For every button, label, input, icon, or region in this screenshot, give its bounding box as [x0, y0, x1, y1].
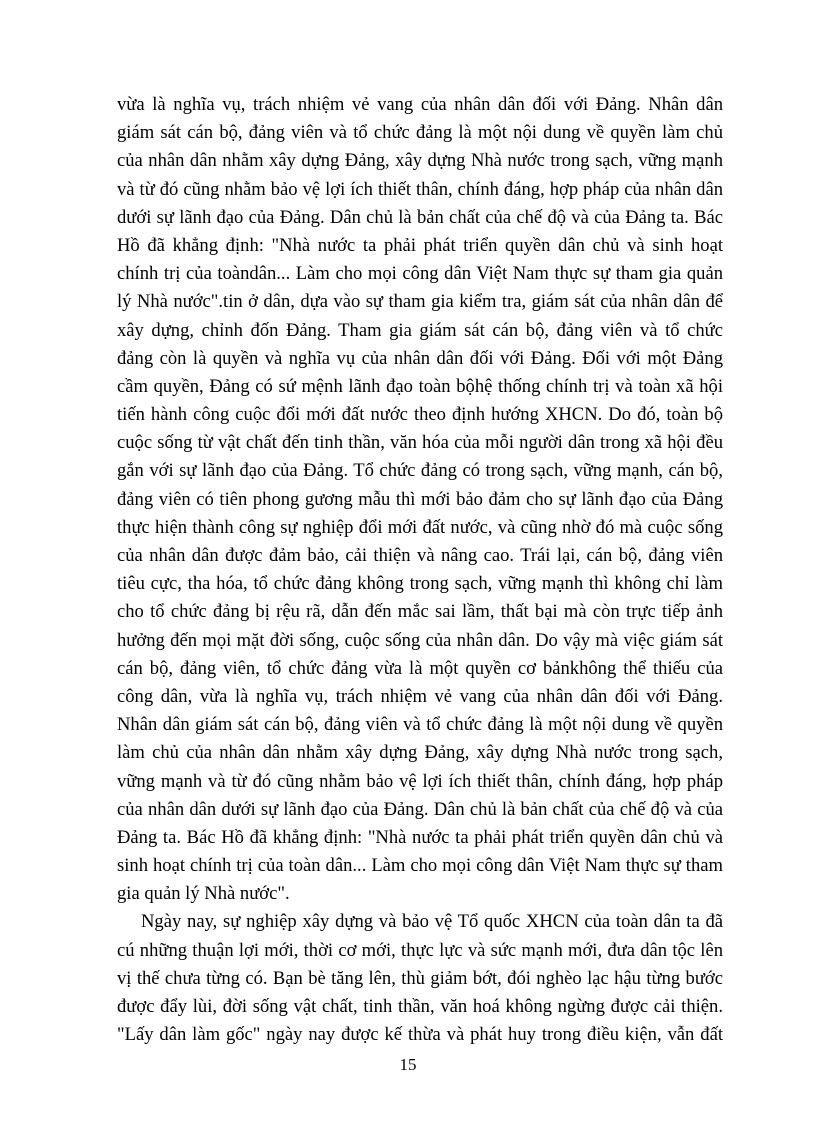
text-line: làm chủ của nhân dân nhằm xây dựng Đảng, xây dựng Nhà nước trong sạch, — [117, 742, 723, 764]
text-line: của nhân dân dưới sự lãnh đạo của Đảng. Dân chủ là bản chất của chế độ và của — [117, 798, 723, 820]
body-text — [117, 91, 723, 1049]
text-line: thực hiện thành công sự nghiệp đổi mới đất nước, và cũng nhờ đó mà cuộc sống — [117, 516, 723, 538]
page-number: 15 — [399, 1055, 417, 1074]
paragraph — [117, 91, 723, 908]
text-line: cầm quyền, Đảng có sứ mệnh lãnh đạo toàn bộhệ thống chính trị và toàn xã hội — [117, 375, 723, 397]
text-line: vị thế chưa từng có. Bạn bè tăng lên, thù giảm bớt, đói nghèo lạc hậu từng bước — [117, 967, 723, 989]
text-line: giám sát cán bộ, đảng viên và tổ chức đảng là một nội dung về quyền làm chủ — [117, 122, 723, 144]
text-line: được đẩy lùi, đời sống vật chất, tinh thần, văn hoá không ngừng được cải thiện. — [117, 996, 723, 1017]
text-line: lý Nhà nước".tin ở dân, dựa vào sự tham gia kiểm tra, giám sát của nhân dân để — [117, 291, 723, 313]
text-line: cho tổ chức đảng bị rệu rã, dẫn đến mắc sai lầm, thất bại mà còn trực tiếp ảnh — [117, 601, 723, 623]
text-line: tiến hành công cuộc đổi mới đất nước theo định hướng XHCN. Do đó, toàn bộ — [117, 404, 723, 426]
text-line: chính trị của toàndân... Làm cho mọi công dân Việt Nam thực sự tham gia quản — [117, 263, 723, 285]
text-line: công dân, vừa là nghĩa vụ, trách nhiệm vẻ vang của nhân dân đối với Đảng. — [117, 685, 723, 707]
text-line: "Lấy dân làm gốc" ngày nay được kế thừa và phát huy trong điều kiện, vẫn đất — [117, 1024, 723, 1046]
text-line: sinh hoạt chính trị của toàn dân... Làm cho mọi công dân Việt Nam thực sự tham — [117, 855, 723, 877]
text-line: cán bộ, đảng viên, tổ chức đảng vừa là một quyền cơ bảnkhông thể thiếu của — [117, 657, 723, 679]
text-line: dưới sự lãnh đạo của Đảng. Dân chủ là bản chất của chế độ và của Đảng ta. Bác — [117, 206, 723, 228]
text-line: của nhân dân được đảm bảo, cải thiện và nâng cao. Trái lại, cán bộ, đảng viên — [117, 545, 723, 566]
text-line: cuộc sống từ vật chất đến tinh thần, văn hóa của mỗi người dân trong xã hội đều — [117, 432, 723, 454]
paragraph — [117, 908, 723, 1049]
text-line: gia quản lý Nhà nước". — [117, 883, 290, 905]
text-line: đảng còn là quyền và nghĩa vụ của nhân dân đối với Đảng. Đối với một Đảng — [117, 347, 723, 369]
text-line: vừa là nghĩa vụ, trách nhiệm vẻ vang của nhân dân đối với Đảng. Nhân dân — [117, 94, 723, 115]
text-line: Đảng ta. Bác Hồ đã khẳng định: "Nhà nước ta phải phát triển quyền dân chủ và — [117, 826, 723, 848]
text-line: xây dựng, chỉnh đốn Đảng. Tham gia giám sát cán bộ, đảng viên và tổ chức — [117, 319, 723, 341]
text-line: vững mạnh và từ đó cũng nhằm bảo vệ lợi ích thiết thân, chính đáng, hợp pháp — [117, 770, 723, 792]
text-line: tiêu cực, tha hóa, tổ chức đảng không trong sạch, vững mạnh thì không chỉ làm — [117, 573, 723, 595]
text-line: của nhân dân nhằm xây dựng Đảng, xây dựng Nhà nước trong sạch, vững mạnh — [117, 150, 723, 172]
text-line: hưởng đến mọi mặt đời sống, cuộc sống của nhân dân. Do vậy mà việc giám sát — [117, 629, 723, 651]
text-line: gắn với sự lãnh đạo của Đảng. Tổ chức đảng có trong sạch, vững mạnh, cán bộ, — [117, 460, 723, 482]
text-line: cú những thuận lợi mới, thời cơ mới, thực lực và sức mạnh mới, đưa dân tộc lên — [117, 939, 723, 961]
text-line: đảng viên có tiên phong gương mẫu thì mới bảo đảm cho sự lãnh đạo của Đảng — [117, 488, 723, 510]
text-line: Nhân dân giám sát cán bộ, đảng viên và tổ chức đảng là một nội dung về quyền — [117, 714, 723, 736]
text-line: và từ đó cũng nhằm bảo vệ lợi ích thiết thân, chính đáng, hợp pháp của nhân dân — [117, 178, 723, 200]
text-line: Ngày nay, sự nghiệp xây dựng và bảo vệ Tổ quốc XHCN của toàn dân ta đã — [141, 911, 723, 933]
text-line: Hồ đã khẳng định: "Nhà nước ta phải phát triển quyền dân chủ và sinh hoạt — [117, 234, 723, 256]
